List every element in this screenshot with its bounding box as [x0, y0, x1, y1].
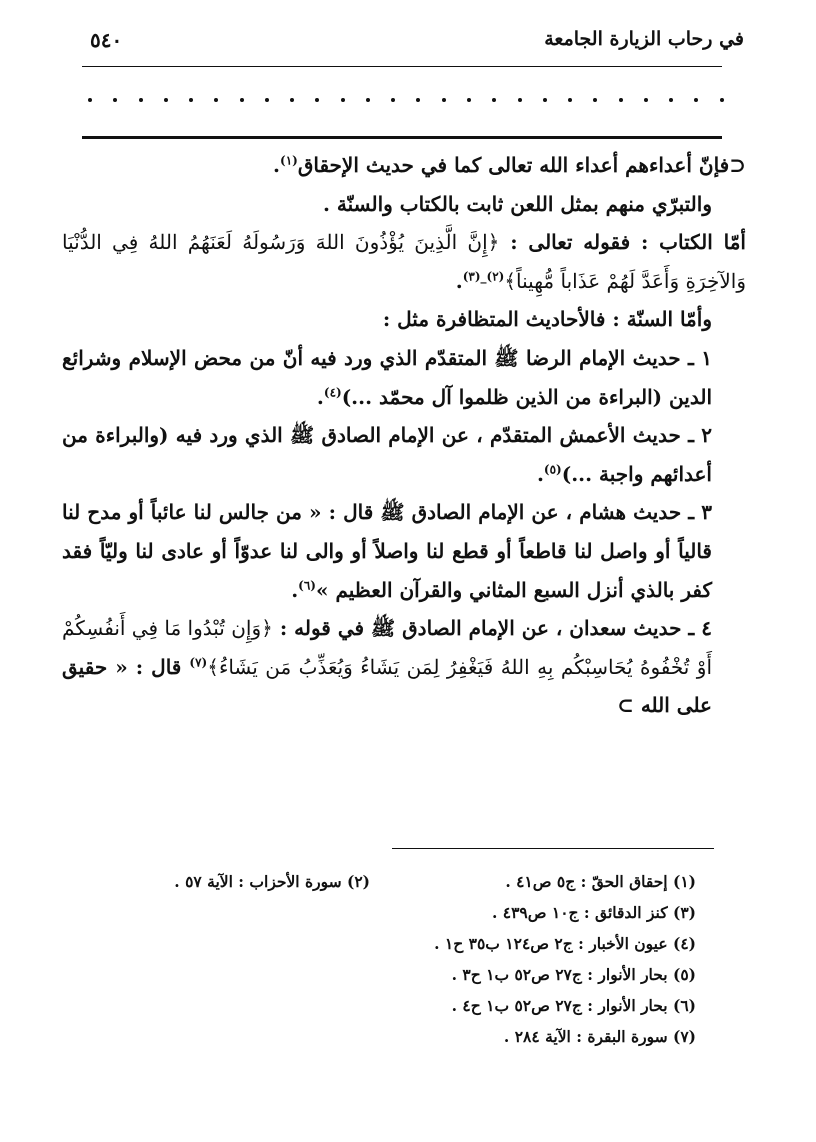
- quran-verse-1: ﴿إِنَّ الَّذِينَ يُؤْذُونَ اللهَ وَرَسُولَهُ لَعَنَهُمُ اللهُ فِي الدُّنْيَا وَالآخِرَةِ وَأَعَدَّ لَهُمْ عَذَاباً مُّهِيناً﴾: [62, 230, 746, 293]
- separator-dot: [265, 98, 269, 102]
- hadith-3-text: ٣ ـ حديث هشام ، عن الإمام الصادق ﷺ قال : « من جالس لنا عائباً أو مدح لنا قالياً أو واصل لنا قاطعاً أو قطع لنا واصلاً أو والى لنا عدوّاً أو عادى لنا وليّاً فقد كفر بالذي أنزل السبع المثاني والقرآن العظيم »: [62, 500, 712, 602]
- separator-dot: [644, 98, 648, 102]
- separator-dot: [568, 98, 572, 102]
- quran-verse-2: ﴿وَإِن تُبْدُوا مَا فِي أَنفُسِكُمْ أَوْ تُخْفُوهُ يُحَاسِبْكُم بِهِ اللهُ فَيَغْفِرُ لِمَن يَشَاءُ وَيُعَذِّبُ مَن يَشَاءُ﴾: [62, 616, 713, 679]
- hadith-3: ٣ ـ حديث هشام ، عن الإمام الصادق ﷺ قال : « من جالس لنا عائباً أو مدح لنا قالياً أو واصل لنا قاطعاً أو قطع لنا واصلاً أو والى لنا عدوّاً أو عادى لنا وليّاً فقد كفر بالذي أنزل السبع المثاني والقرآن العظيم »$^{(٦)}$.: [62, 500, 712, 602]
- footnote-rule: [392, 848, 714, 849]
- hadith-4-intro: ٤ ـ حديث سعدان ، عن الإمام الصادق ﷺ في قوله :: [279, 616, 712, 641]
- separator-dot: [391, 98, 395, 102]
- paragraph-1-end: .: [273, 153, 280, 177]
- footnote-row: [82, 866, 720, 897]
- separator-dot: [214, 98, 218, 102]
- footnotes: [82, 866, 720, 1052]
- paragraph-1-text: فإنّ أعداءهم أعداء الله تعالى كما في حديث الإحقاق: [297, 153, 730, 177]
- separator-dot: [619, 98, 623, 102]
- separator-dot: [416, 98, 420, 102]
- main-text: [62, 146, 746, 725]
- separator-dot: [240, 98, 244, 102]
- footnote-5: (٥) بحار الأنوار : ج٢٧ ص٥٢ ب١ ح٣ .: [451, 965, 696, 984]
- separator-dot: [543, 98, 547, 102]
- header-rule: [82, 66, 722, 67]
- footnote-ref-1: (١): [280, 153, 298, 168]
- running-title: في رحاب الزيارة الجامعة: [544, 28, 744, 50]
- section-rule: [82, 136, 722, 139]
- hadith-2: ٢ ـ حديث الأعمش المتقدّم ، عن الإمام الصادق ﷺ الذي ورد فيه (والبراءة من أعدائهم واجبة ...)$^{(٥)}$.: [62, 423, 713, 486]
- separator-dot: [694, 98, 698, 102]
- hadith-2-text: ٢ ـ حديث الأعمش المتقدّم ، عن الإمام الصادق ﷺ الذي ورد فيه (والبراءة من أعدائهم واجبة ...): [62, 423, 713, 486]
- footnote-2: (٢) سورة الأحزاب : الآية ٥٧ .: [174, 872, 370, 891]
- footnote-3: (٣) كنز الدقائق : ج١٠ ص٤٣٩ .: [491, 903, 696, 922]
- separator-dot: [518, 98, 522, 102]
- footnote-6: (٦) بحار الأنوار : ج٢٧ ص٥٢ ب١ ح٤ .: [451, 996, 696, 1015]
- sunna-intro: فالأحاديث المتظافرة مثل :: [382, 307, 606, 332]
- footnote-ref-7: (٧): [189, 655, 208, 670]
- sunna-heading: وأمّا السنّة :: [612, 307, 712, 332]
- separator-dot: [88, 98, 92, 102]
- footnote-ref-5: (٥): [543, 462, 562, 477]
- separator-dot: [366, 98, 370, 102]
- separator-dot: [290, 98, 294, 102]
- footnote-ref-4: (٤): [323, 384, 342, 399]
- separator-dot: [139, 98, 143, 102]
- footnote-7: (٧) سورة البقرة : الآية ٢٨٤ .: [503, 1027, 696, 1046]
- kitab-intro: فقوله تعالى :: [510, 230, 631, 255]
- continuation-mark-icon: ⊃: [617, 693, 634, 718]
- separator-dot: [189, 98, 193, 102]
- footnote-1: (١) إحقاق الحقّ : ج٥ ص٤١ .: [505, 872, 696, 891]
- footnote-ref-2-3: (٢)_(٣): [462, 269, 505, 284]
- continuation-mark-icon: ⊂: [729, 153, 746, 177]
- kitab-heading: أمّا الكتاب :: [640, 230, 746, 255]
- paragraph-2: والتبرّي منهم بمثل اللعن ثابت بالكتاب والسنّة .: [322, 191, 712, 216]
- separator-dot: [315, 98, 319, 102]
- footnote-ref-6: (٦): [298, 577, 316, 592]
- page-number: ٥٤٠: [90, 28, 123, 52]
- separator-dot: [164, 98, 168, 102]
- paragraph-3: [62, 223, 746, 300]
- paragraph-3-end: .: [455, 268, 463, 293]
- hadith-4-end: قال : « حقيق على الله: [62, 654, 712, 718]
- separator-dot: [720, 98, 724, 102]
- separator-dot: [113, 98, 117, 102]
- hadith-4: [62, 609, 746, 725]
- separator-dot: [341, 98, 345, 102]
- separator-dot: [669, 98, 673, 102]
- paragraph-1: [62, 146, 746, 185]
- hadith-1-text: ١ ـ حديث الإمام الرضا ﷺ المتقدّم الذي ورد فيه أنّ من محض الإسلام وشرائع الدين (البراءة من الذين ظلموا آل محمّد ...): [62, 345, 712, 409]
- separator-dot: [593, 98, 597, 102]
- separator-dot: [442, 98, 446, 102]
- hadith-1: ١ ـ حديث الإمام الرضا ﷺ المتقدّم الذي ورد فيه أنّ من محض الإسلام وشرائع الدين (البراءة من الذين ظلموا آل محمّد ...)$^{(٤)}$.: [62, 345, 712, 409]
- footnote-4: (٤) عيون الأخبار : ج٢ ص١٢٤ ب٣٥ ح١ .: [434, 934, 696, 953]
- paragraph-4: [62, 300, 746, 339]
- dotted-separator: [88, 98, 724, 102]
- separator-dot: [492, 98, 496, 102]
- separator-dot: [467, 98, 471, 102]
